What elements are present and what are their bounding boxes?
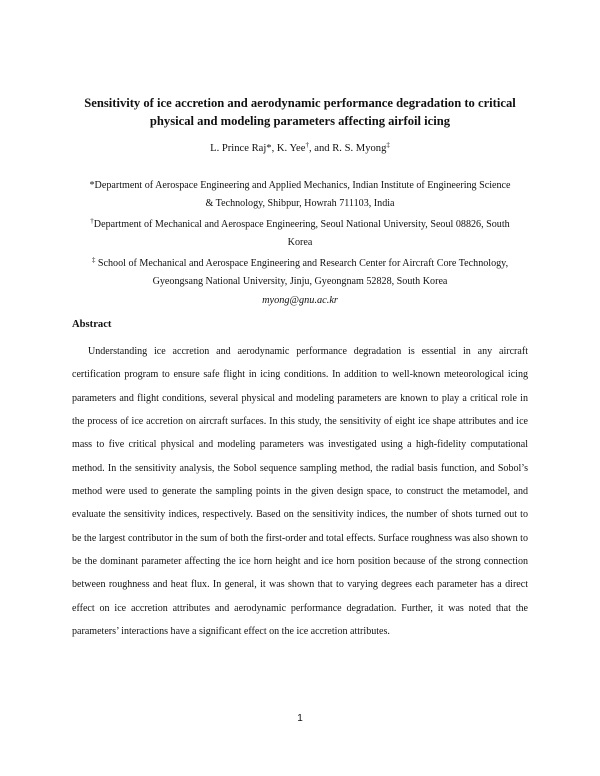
- author-1: L. Prince Raj*: [210, 143, 272, 154]
- affiliation-3: [70, 255, 530, 290]
- author-3-marker: ‡: [386, 141, 390, 149]
- affiliation-2-text: Department of Mechanical and Aerospace Engineering, Seoul National University, Seoul 08826, South: [93, 219, 510, 230]
- author-separator: ,: [271, 143, 277, 154]
- page-number: 1: [297, 713, 303, 724]
- paper-title: [60, 94, 540, 130]
- affiliation-3-line-2: Gyeongsang National University, Jinju, Gyeongnam 52828, South Korea: [152, 275, 448, 287]
- affiliation-2-marker: †: [90, 217, 94, 225]
- affiliation-2-line-1: [70, 216, 530, 234]
- affiliation-3-marker: ‡: [91, 256, 96, 264]
- affiliation-1: [70, 177, 530, 212]
- affiliation-3-line-1: [70, 255, 530, 273]
- author-2: K. Yee: [276, 143, 306, 154]
- abstract-heading: Abstract: [72, 319, 112, 330]
- corresponding-email: myong@gnu.ac.kr: [262, 295, 338, 306]
- author-list: [60, 142, 540, 156]
- affiliation-1-line-1: *Department of Aerospace Engineering and Applied Mechanics, Indian Institute of Engineering Science: [89, 180, 511, 191]
- affiliation-1-line-2: & Technology, Shibpur, Howrah 711103, India: [205, 197, 395, 209]
- title-line-1: Sensitivity of ice accretion and aerodynamic performance degradation to critical: [84, 96, 516, 110]
- affiliation-3-text: School of Mechanical and Aerospace Engineering and Research Center for Aircraft Core Technology,: [95, 258, 509, 269]
- author-3: R. S. Myong: [332, 143, 387, 154]
- abstract-text: Understanding ice accretion and aerodynamic performance degradation is essential in any aircraft certification program to ensure safe flight in icing conditions. In addition to well-known meteorological icing parameters and flight conditions, several physical and modeling parameters are known to play a critical role in the process of ice accretion on aircraft surfaces. In this study, the sensitivity of eight ice shape attributes and ice mass to five critical physical and modeling parameters was investigated using a high-fidelity computational method. In the sensitivity analysis, the Sobol sequence sampling method, the radial basis function, and Sobol’s method were used to generate the sampling points in the given design space, to construct the metamodel, and evaluate the sensitivity indices, respectively. Based on the sensitivity indices, the number of shots turned out to be the largest contributor in the sum of both the first-order and total effects. Surface roughness was also shown to be the dominant parameter affecting the ice horn height and ice horn position because of the strong connection between roughness and heat flux. In general, it was shown that to varying degrees each parameter has a direct effect on ice accretion attributes and aerodynamic performance degradation. Further, it was noted that the parameters’ interactions have a significant effect on the ice accretion attributes.: [72, 346, 528, 638]
- affiliation-2-line-2: Korea: [287, 236, 313, 248]
- affiliation-2: [70, 216, 530, 251]
- title-line-2: physical and modeling parameters affecting airfoil icing: [149, 114, 451, 128]
- author-2-marker: †: [305, 141, 309, 149]
- author-separator: , and: [308, 143, 333, 154]
